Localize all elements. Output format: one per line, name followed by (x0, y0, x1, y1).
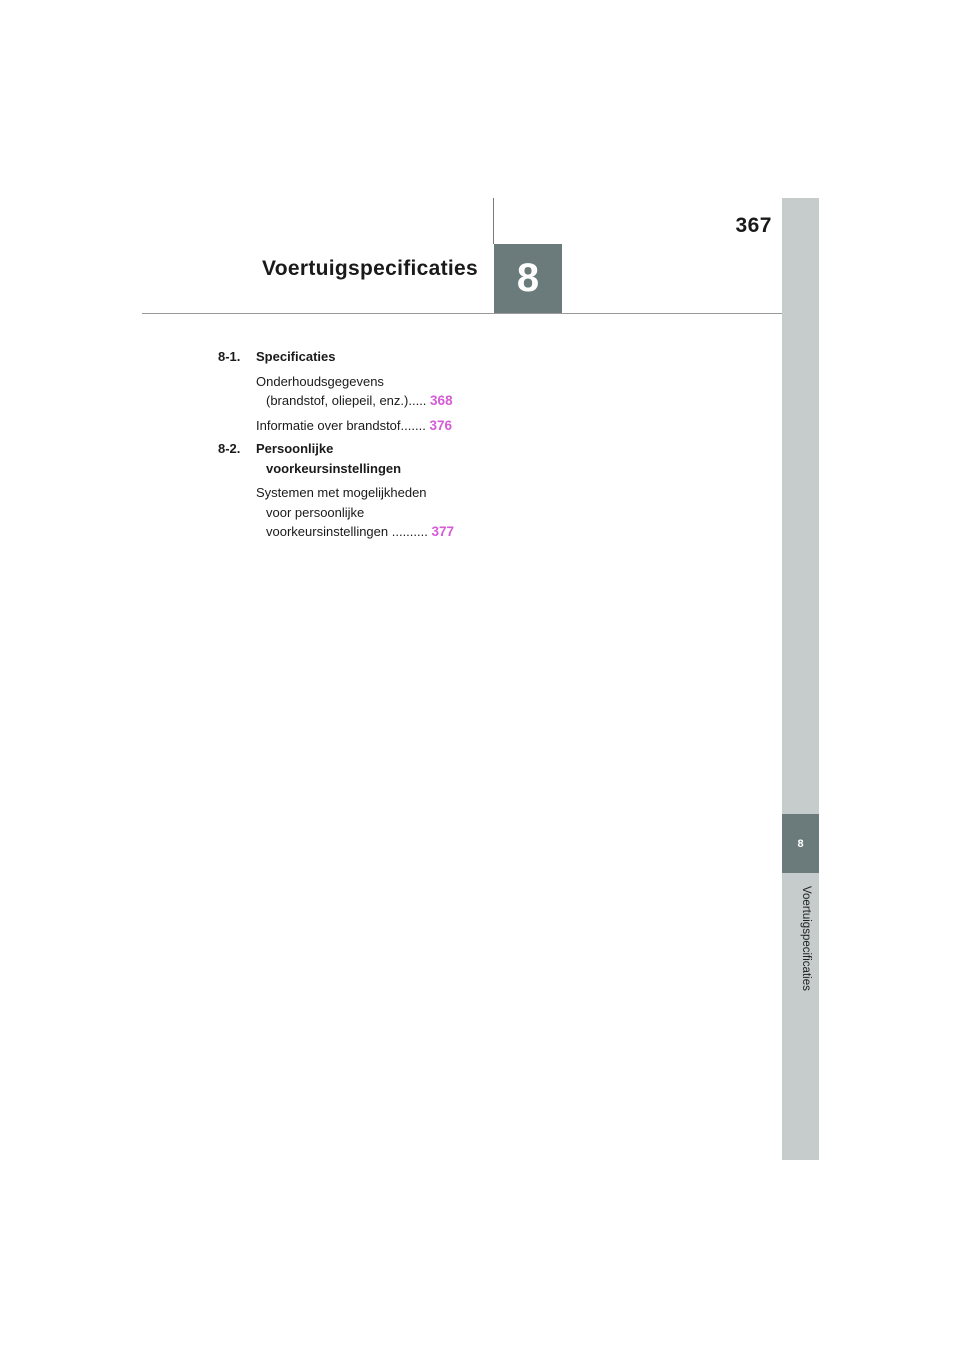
entry-line: (brandstof, oliepeil, enz.)..... 368 (266, 393, 453, 408)
entry-line: Informatie over brandstof....... 376 (256, 417, 452, 433)
section-title: Persoonlijke voorkeursinstellingen (256, 441, 402, 476)
toc-entry-onderhoudsgegevens[interactable] (218, 372, 473, 411)
section-title: Specificaties (256, 349, 336, 364)
page-reference-link[interactable]: 368 (430, 393, 453, 408)
entry-line: Onderhoudsgegevens (256, 373, 384, 389)
toc-entry-systemen-voorkeursinstellingen[interactable] (218, 483, 473, 542)
toc-section-8-1[interactable] (218, 347, 473, 367)
page-number: 367 (735, 214, 772, 237)
table-of-contents (218, 347, 473, 546)
page-reference-link[interactable]: 377 (431, 524, 455, 539)
header-divider-horizontal (142, 313, 782, 314)
chapter-number-box: 8 (494, 244, 562, 313)
toc-section-8-2[interactable] (218, 439, 473, 478)
section-number: 8-2. (218, 441, 241, 456)
entry-line: Systemen met mogelijkheden (256, 485, 427, 500)
side-thumb-tab (782, 198, 819, 1160)
side-tab-chapter-number: 8 (782, 814, 819, 873)
side-tab-label: Voertuigspecificaties (800, 886, 812, 991)
entry-line: voor persoonlijke (266, 504, 365, 520)
chapter-title: Voertuigspecificaties (262, 257, 478, 280)
header-divider-vertical (493, 198, 494, 244)
page-reference-link[interactable]: 376 (429, 417, 452, 433)
toc-entry-informatie-brandstof[interactable] (218, 416, 473, 436)
section-number: 8-1. (218, 349, 241, 364)
entry-line: voorkeursinstellingen .......... 377 (266, 524, 455, 539)
